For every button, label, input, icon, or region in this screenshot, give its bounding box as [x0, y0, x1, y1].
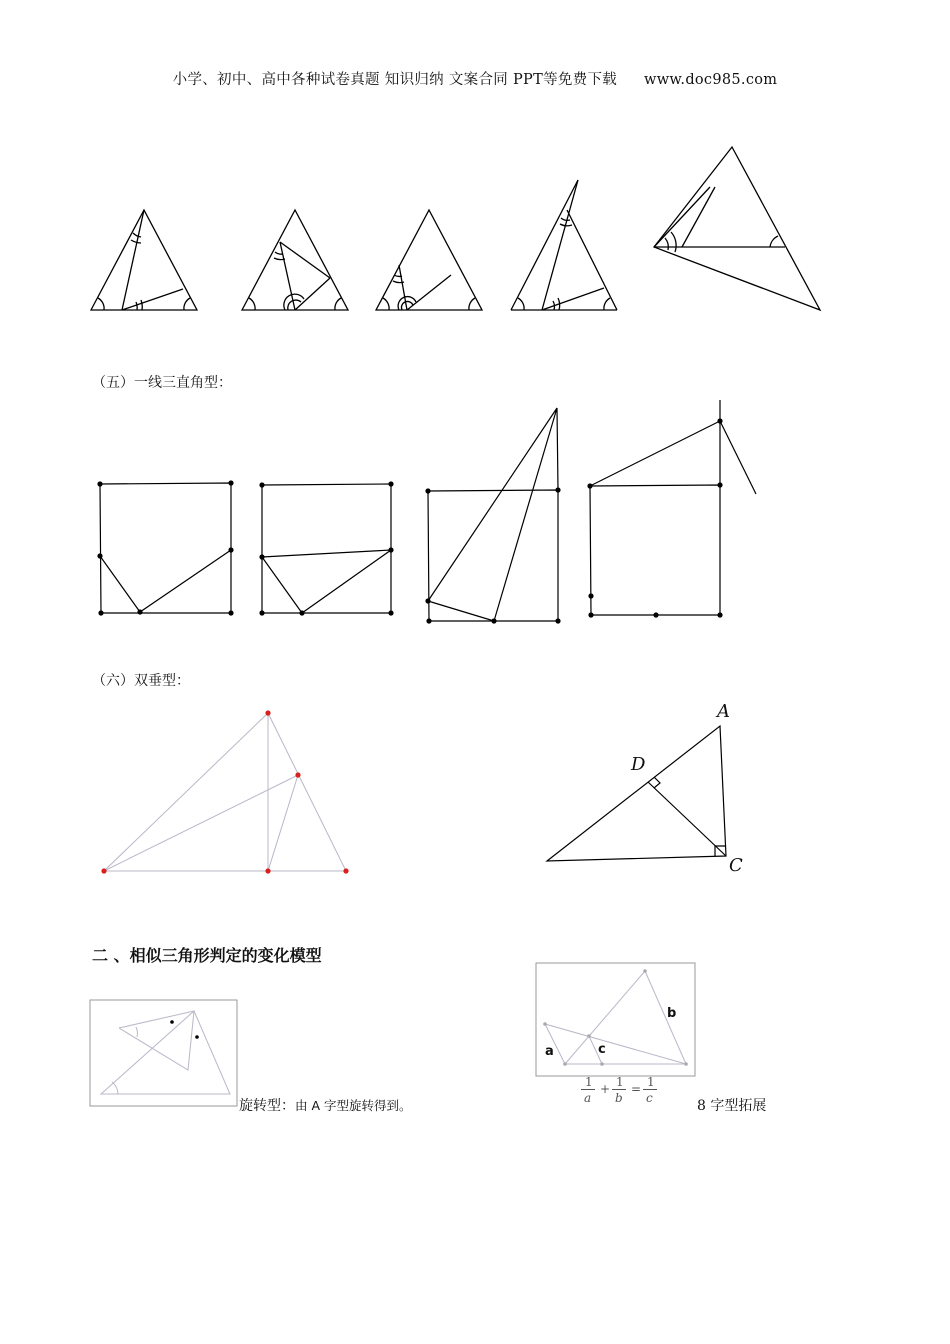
point-label-d: D: [631, 754, 646, 775]
formula-eq: =: [631, 1082, 642, 1096]
formula-d2: b: [615, 1091, 623, 1105]
section-two-heading: 二 、相似三角形判定的变化模型: [92, 946, 322, 965]
formula-plus: +: [600, 1082, 611, 1096]
eight-type-caption: 8 字型拓展: [697, 1098, 767, 1114]
section-5-title: （五）一线三直角型：: [92, 375, 232, 391]
formula-d3: c: [646, 1091, 653, 1105]
eight-label-c: c: [598, 1042, 606, 1057]
formula-n2: 1: [616, 1075, 624, 1089]
eight-label-a: a: [545, 1044, 554, 1059]
rotation-caption-detail: 由 A 字型旋转得到。: [295, 1098, 412, 1113]
point-label-a: A: [717, 701, 730, 722]
rotation-caption-main: 旋转型：: [239, 1098, 295, 1114]
header-url: www.doc985.com: [644, 72, 778, 88]
header-text: 小学、初中、高中各种试卷真题 知识归纳 文案合同 PPT等免费下载: [172, 72, 618, 88]
eight-label-b: b: [667, 1006, 677, 1021]
formula-n1: 1: [585, 1075, 593, 1089]
point-label-c: C: [729, 855, 743, 876]
formula-n3: 1: [647, 1075, 655, 1089]
section-6-title: （六）双垂型：: [92, 673, 190, 689]
reciprocal-formula: [581, 1075, 661, 1115]
formula-d1: a: [584, 1091, 592, 1105]
